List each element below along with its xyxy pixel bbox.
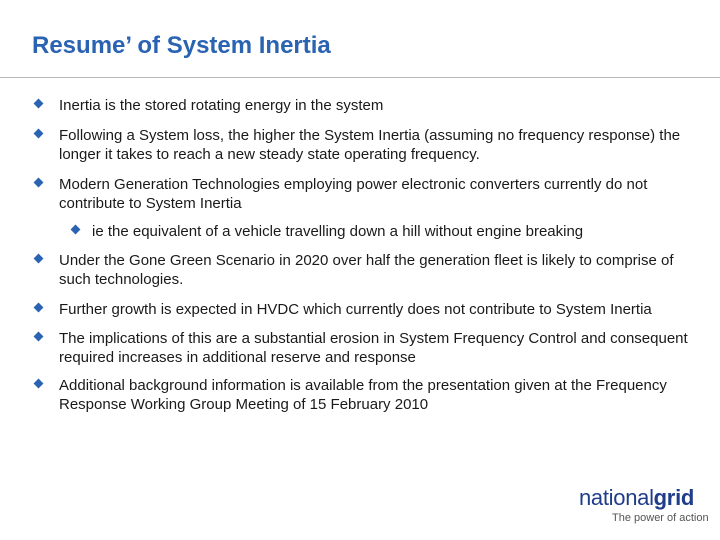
bullet-item	[59, 300, 709, 319]
bullet-text: Inertia is the stored rotating energy in the system	[59, 97, 384, 114]
bullet-item	[59, 251, 709, 289]
logo-word-national: national	[579, 485, 654, 510]
bullet-diamond-icon	[34, 254, 44, 264]
bullet-text: Further growth is expected in HVDC which currently does not contribute to System Inertia	[59, 301, 652, 318]
bullet-diamond-icon	[34, 178, 44, 188]
bullet-text: Additional background information is available from the presentation given at the Frequency Response Working Group Meeting of 15 February 2010	[59, 377, 667, 413]
bullet-text: Following a System loss, the higher the System Inertia (assuming no frequency response) the longer it takes to reach a new steady state operating frequency.	[59, 127, 681, 163]
bullet-diamond-icon	[34, 99, 44, 109]
bullet-diamond-icon	[34, 379, 44, 389]
national-grid-logo	[579, 485, 709, 524]
bullet-text: Modern Generation Technologies employing power electronic converters currently do not contribute to System Inertia	[59, 176, 648, 212]
bullet-diamond-icon	[34, 129, 44, 139]
bullet-text: Under the Gone Green Scenario in 2020 over half the generation fleet is likely to comprise of such technologies.	[59, 252, 674, 288]
title-divider	[0, 77, 720, 78]
slide-title: Resume’ of System Inertia	[32, 32, 331, 59]
logo-tagline: The power of action	[612, 512, 709, 524]
sub-bullet-item	[92, 222, 702, 241]
bullet-item	[59, 329, 709, 367]
bullet-diamond-icon	[34, 332, 44, 342]
logo-wordmark	[579, 487, 694, 509]
bullet-item	[59, 376, 709, 414]
bullet-text: The implications of this are a substantial erosion in System Frequency Control and consequent required increases in additional reserve and response	[59, 330, 688, 366]
bullet-item	[59, 96, 709, 115]
bullet-item	[59, 175, 709, 213]
bullet-text: ie the equivalent of a vehicle travelling down a hill without engine breaking	[92, 223, 584, 240]
logo-word-grid: grid	[653, 485, 695, 510]
bullet-item	[59, 126, 709, 164]
bullet-diamond-icon	[34, 303, 44, 313]
bullet-diamond-icon	[71, 225, 81, 235]
